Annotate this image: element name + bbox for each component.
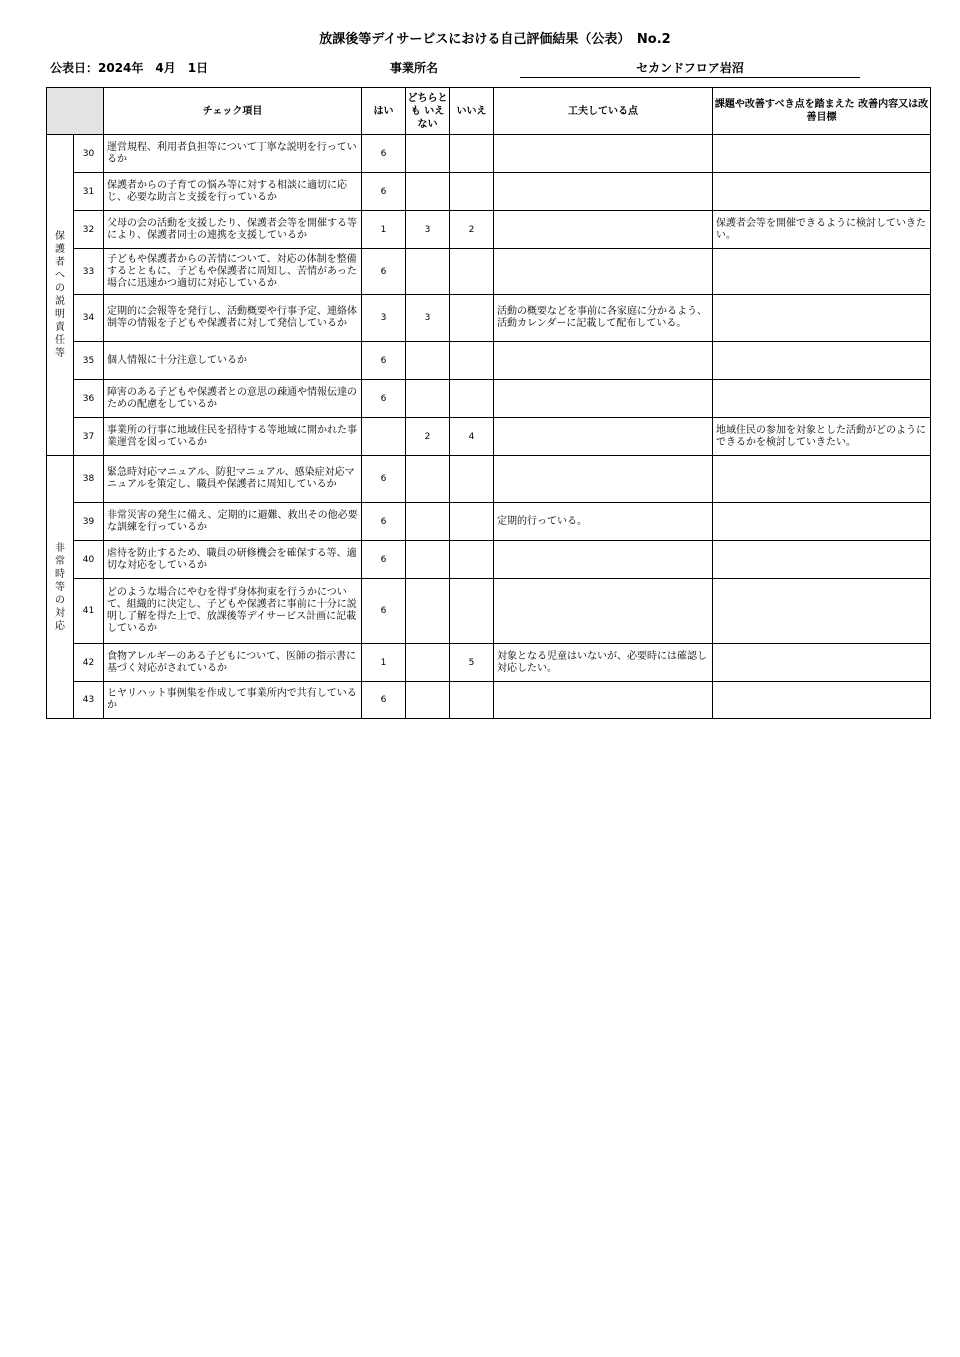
no-count [450, 173, 494, 211]
no-count [450, 380, 494, 418]
efforts-text: 定期的行っている。 [494, 503, 713, 541]
efforts-text [494, 249, 713, 295]
yes-count: 1 [362, 211, 406, 249]
row-number: 41 [74, 579, 104, 644]
row-number: 40 [74, 541, 104, 579]
header-issues: 課題や改善すべき点を踏まえた 改善内容又は改善目標 [713, 88, 931, 135]
no-count: 2 [450, 211, 494, 249]
table-row [47, 579, 931, 644]
check-item: 緊急時対応マニュアル、防犯マニュアル、感染症対応マニュアルを策定し、職員や保護者に周知しているか [104, 456, 362, 503]
row-number: 34 [74, 295, 104, 342]
row-number: 30 [74, 135, 104, 173]
table-row [47, 456, 931, 503]
no-count [450, 295, 494, 342]
category-label: 保護者への説明責任等 [55, 231, 65, 359]
neither-count [406, 644, 450, 682]
neither-count [406, 503, 450, 541]
efforts-text [494, 173, 713, 211]
yes-count: 6 [362, 342, 406, 380]
issues-text [713, 644, 931, 682]
row-number: 32 [74, 211, 104, 249]
header-blank-cell [47, 88, 104, 135]
neither-count [406, 135, 450, 173]
evaluation-table [46, 87, 931, 719]
yes-count: 6 [362, 503, 406, 541]
table-row [47, 503, 931, 541]
neither-count [406, 342, 450, 380]
yes-count: 6 [362, 380, 406, 418]
yes-count: 3 [362, 295, 406, 342]
neither-count: 2 [406, 418, 450, 456]
row-number: 39 [74, 503, 104, 541]
row-number: 36 [74, 380, 104, 418]
no-count [450, 135, 494, 173]
check-item: 個人情報に十分注意しているか [104, 342, 362, 380]
check-item: 子どもや保護者からの苦情について、対応の体制を整備するとともに、子どもや保護者に周知し、苦情があった場合に迅速かつ適切に対応しているか [104, 249, 362, 295]
check-item: 事業所の行事に地域住民を招待する等地域に開かれた事業運営を図っているか [104, 418, 362, 456]
check-item: 障害のある子どもや保護者との意思の疎通や情報伝達のための配慮をしているか [104, 380, 362, 418]
row-number: 33 [74, 249, 104, 295]
neither-count [406, 541, 450, 579]
issues-text [713, 380, 931, 418]
row-number: 42 [74, 644, 104, 682]
header-no: いいえ [450, 88, 494, 135]
row-number: 35 [74, 342, 104, 380]
table-row [47, 380, 931, 418]
header-neither: どちらとも いえない [406, 88, 450, 135]
yes-count [362, 418, 406, 456]
issues-text [713, 456, 931, 503]
neither-count: 3 [406, 295, 450, 342]
efforts-text [494, 135, 713, 173]
efforts-text [494, 579, 713, 644]
check-item: 保護者からの子育ての悩み等に対する相談に適切に応じ、必要な助言と支援を行っているか [104, 173, 362, 211]
issues-text [713, 342, 931, 380]
neither-count [406, 380, 450, 418]
no-count: 5 [450, 644, 494, 682]
check-item: ヒヤリハット事例集を作成して事業所内で共有しているか [104, 682, 362, 719]
issues-text [713, 579, 931, 644]
page-title: 放課後等デイサービスにおける自己評価結果（公表） No.2 [319, 32, 671, 47]
publication-date: 公表日：2024年 4月 1日 [50, 61, 209, 75]
table-row [47, 173, 931, 211]
issues-text [713, 503, 931, 541]
check-item: 定期的に会報等を発行し、活動概要や行事予定、連絡体制等の情報を子どもや保護者に対して発信しているか [104, 295, 362, 342]
neither-count [406, 249, 450, 295]
efforts-text [494, 342, 713, 380]
check-item: 父母の会の活動を支援したり、保護者会等を開催する等により、保護者同士の連携を支援しているか [104, 211, 362, 249]
no-count [450, 579, 494, 644]
check-item: どのような場合にやむを得ず身体拘束を行うかについて、組織的に決定し、子どもや保護者に事前に十分に説明し了解を得た上で、放課後等デイサービス計画に記載しているか [104, 579, 362, 644]
yes-count: 6 [362, 135, 406, 173]
check-item: 食物アレルギーのある子どもについて、医師の指示書に基づく対応がされているか [104, 644, 362, 682]
efforts-text [494, 418, 713, 456]
issues-text [713, 249, 931, 295]
issues-text: 保護者会等を開催できるように検討していきたい。 [713, 211, 931, 249]
table-row [47, 249, 931, 295]
table-header-row [47, 88, 931, 135]
no-count [450, 503, 494, 541]
neither-count [406, 579, 450, 644]
row-number: 37 [74, 418, 104, 456]
no-count [450, 541, 494, 579]
no-count [450, 682, 494, 719]
table-row [47, 135, 931, 173]
neither-count [406, 682, 450, 719]
category-cell [47, 135, 74, 456]
header-check-item: チェック項目 [104, 88, 362, 135]
table-row [47, 342, 931, 380]
yes-count: 6 [362, 456, 406, 503]
issues-text: 地域住民の参加を対象とした活動がどのようにできるかを検討していきたい。 [713, 418, 931, 456]
no-count [450, 456, 494, 503]
neither-count: 3 [406, 211, 450, 249]
efforts-text [494, 541, 713, 579]
table-row [47, 295, 931, 342]
table-row [47, 644, 931, 682]
yes-count: 6 [362, 173, 406, 211]
table-row [47, 682, 931, 719]
row-number: 43 [74, 682, 104, 719]
yes-count: 1 [362, 644, 406, 682]
issues-text [713, 682, 931, 719]
yes-count: 6 [362, 249, 406, 295]
table-row [47, 541, 931, 579]
office-name-label: 事業所名 [390, 61, 439, 75]
no-count [450, 342, 494, 380]
issues-text [713, 173, 931, 211]
table-row [47, 418, 931, 456]
efforts-text [494, 456, 713, 503]
yes-count: 6 [362, 579, 406, 644]
issues-text [713, 295, 931, 342]
issues-text [713, 135, 931, 173]
category-label: 非常時等の対応 [55, 542, 65, 632]
no-count: 4 [450, 418, 494, 456]
neither-count [406, 173, 450, 211]
header-yes: はい [362, 88, 406, 135]
table-row [47, 211, 931, 249]
yes-count: 6 [362, 682, 406, 719]
check-item: 運営規程、利用者負担等について丁寧な説明を行っているか [104, 135, 362, 173]
row-number: 31 [74, 173, 104, 211]
header-efforts: 工夫している点 [494, 88, 713, 135]
row-number: 38 [74, 456, 104, 503]
check-item: 虐待を防止するため、職員の研修機会を確保する等、適切な対応をしているか [104, 541, 362, 579]
no-count [450, 249, 494, 295]
check-item: 非常災害の発生に備え、定期的に避難、救出その他必要な訓練を行っているか [104, 503, 362, 541]
neither-count [406, 456, 450, 503]
issues-text [713, 541, 931, 579]
efforts-text [494, 211, 713, 249]
efforts-text: 対象となる児童はいないが、必要時には確認し対応したい。 [494, 644, 713, 682]
category-cell [47, 456, 74, 719]
office-name: セカンドフロア岩沼 [520, 59, 860, 78]
yes-count: 6 [362, 541, 406, 579]
efforts-text [494, 380, 713, 418]
efforts-text: 活動の概要などを事前に各家庭に分かるよう、活動カレンダーに記載して配布している。 [494, 295, 713, 342]
efforts-text [494, 682, 713, 719]
